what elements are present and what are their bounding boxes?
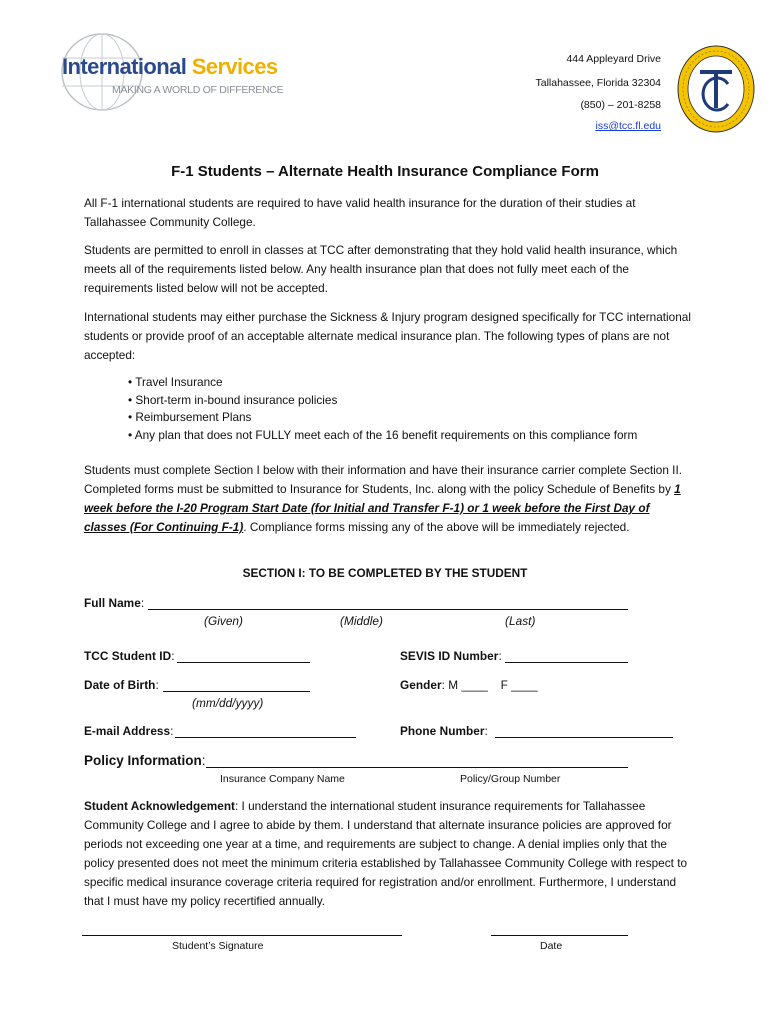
policy-group-caption: Policy/Group Number — [460, 773, 561, 785]
logo-word-services: Services — [191, 54, 278, 79]
sevis-label: SEVIS ID Number — [400, 649, 499, 663]
student-id-field[interactable] — [177, 662, 310, 663]
dob-label: Date of Birth — [84, 678, 156, 692]
logo-tagline: MAKING A WORLD OF DIFFERENCE — [112, 84, 284, 96]
list-item: • Travel Insurance — [128, 375, 223, 389]
phone-field[interactable] — [495, 737, 673, 738]
sevis-id-field[interactable] — [505, 662, 628, 663]
list-item: • Short-term in-bound insurance policies — [128, 392, 338, 407]
list-item: • Any plan that does not FULLY meet each of the 16 benefit requirements on this compliance form — [128, 427, 638, 442]
full-name-label: Full Name — [84, 596, 141, 610]
policy-info-field[interactable] — [206, 767, 628, 768]
policy-info-label: Policy Information — [84, 753, 202, 768]
last-caption: (Last) — [505, 614, 536, 628]
not-accepted-list — [128, 374, 637, 444]
acknowledgement-text: : I understand the international student insurance requirements for Tallahassee Community College and I agree to abide by them. I understand that alternate insurance policies are approved for periods not exceeding one year at a time, and requirements are subject to change. A denial implies only that the policy presented does not meet the minimum criteria established by Tallahassee Community College with respect to specific medical insurance coverage criteria required for registration and/or enrollment. Furthermore, I understand that I must have my policy recertified annually. — [84, 799, 688, 908]
signature-field[interactable] — [82, 935, 402, 936]
student-id-label: TCC Student ID — [84, 649, 172, 663]
gender-f-option[interactable]: F ____ — [500, 678, 538, 692]
address-phone: (850) – 201-8258 — [580, 99, 661, 111]
submission-text-end: . Compliance forms missing any of the above will be immediately rejected. — [243, 520, 630, 534]
phone-label: Phone Number — [400, 724, 485, 738]
dob-format-caption: (mm/dd/yyyy) — [192, 696, 264, 710]
intro-paragraph: All F-1 international students are required to have valid health insurance for the duration of their studies at Tallahassee Community College. — [84, 196, 636, 229]
date-field[interactable] — [491, 935, 628, 936]
deadline-emphasis: 1 week before the I-20 Program Start Date (for Initial and Transfer F-1) or 1 week before the First Day of classes (For Continuing F-1) — [84, 482, 681, 534]
plans-paragraph: International students may either purchase the Sickness & Injury program designed specifically for TCC international students or provide proof of an acceptable alternate medical insurance plan. The following types of plans are not accepted: — [84, 310, 691, 362]
acknowledgement-label: Student Acknowledgement — [84, 799, 235, 813]
enrollment-paragraph: Students are permitted to enroll in classes at TCC after demonstrating that they hold valid health insurance, which meets all of the requirements listed below. Any health insurance plan that does not fully meet each of the requirements listed below will not be accepted. — [84, 243, 678, 295]
signature-caption: Student’s Signature — [172, 940, 264, 952]
page-title: F-1 Students – Alternate Health Insurance Compliance Form — [171, 163, 599, 180]
gender-label: Gender — [400, 678, 442, 692]
submission-text-start: Students must complete Section I below with their information and have their insurance carrier complete Section II. Completed forms must be submitted to Insurance for Students, Inc. along with the policy Schedule of Benefits by — [84, 463, 683, 496]
full-name-field[interactable] — [148, 609, 628, 610]
list-item: • Reimbursement Plans — [128, 410, 252, 425]
insurance-company-caption: Insurance Company Name — [220, 773, 345, 785]
email-label: E-mail Address — [84, 724, 171, 738]
email-link[interactable]: iss@tcc.fl.edu — [595, 120, 661, 132]
submission-paragraph — [84, 461, 694, 537]
address-line-2: Tallahassee, Florida 32304 — [535, 77, 661, 89]
date-caption: Date — [540, 940, 563, 952]
dob-field[interactable] — [163, 691, 310, 692]
given-caption: (Given) — [204, 614, 244, 628]
logo-word-international: International — [62, 54, 187, 79]
college-seal — [676, 44, 756, 134]
gender-m-option[interactable]: M ____ — [448, 678, 488, 692]
seal-icon — [676, 44, 756, 134]
email-field[interactable] — [175, 737, 356, 738]
section-heading: SECTION I: TO BE COMPLETED BY THE STUDENT — [242, 566, 528, 580]
logo — [56, 28, 296, 108]
middle-caption: (Middle) — [340, 614, 384, 628]
address-line-1: 444 Appleyard Drive — [566, 53, 661, 65]
acknowledgement-paragraph — [84, 797, 689, 911]
